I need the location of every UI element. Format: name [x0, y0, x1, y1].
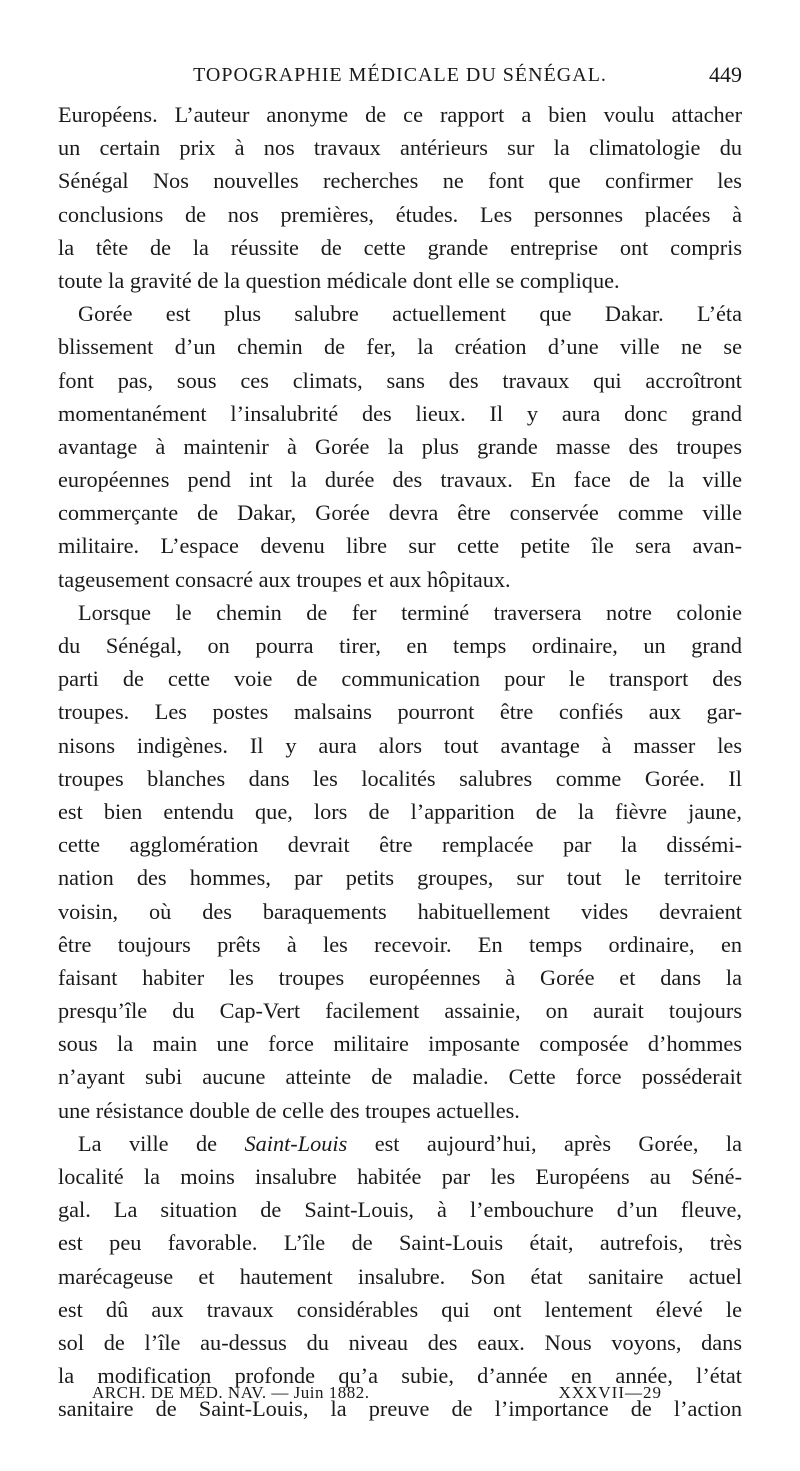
- text-line: [58, 895, 742, 928]
- text-line: [58, 463, 742, 496]
- text-run: commerçante de Dakar, Gorée devra être conservée comme ville: [58, 500, 742, 526]
- text-line: [58, 596, 742, 629]
- text-run: font pas, sous ces climats, sans des travaux qui accroîtront: [58, 367, 742, 393]
- text-line: [58, 1160, 742, 1193]
- text-line: [58, 928, 742, 961]
- text-line: [58, 1226, 742, 1259]
- text-run: avantage à maintenir à Gorée la plus grande masse des troupes: [58, 433, 742, 459]
- text-line: [58, 629, 742, 662]
- text-line: [58, 529, 742, 562]
- text-run: une résistance double de celle des troupes actuelles.: [58, 1097, 520, 1123]
- signature-mark: XXXVII—29: [558, 1383, 662, 1402]
- text-line: [58, 330, 742, 363]
- text-line: [58, 961, 742, 994]
- text-run: troupes. Les postes malsains pourront être confiés aux gar-: [58, 699, 742, 725]
- text-run: est peu favorable. L’île de Saint-Louis était, autrefois, très: [58, 1230, 742, 1256]
- text-run: Gorée est plus salubre actuellement que Dakar. L’éta: [78, 301, 742, 327]
- italic-place-name: Saint-Louis: [244, 1130, 348, 1156]
- text-line: [58, 496, 742, 529]
- text-line: [58, 164, 742, 197]
- text-run: est dû aux travaux considérables qui ont lentement élevé le: [58, 1296, 742, 1322]
- text-line: [58, 397, 742, 430]
- text-run: la tête de la réussite de cette grande entreprise ont compris: [58, 234, 742, 260]
- text-line: [58, 994, 742, 1027]
- text-line: [58, 828, 742, 861]
- page-footer: [92, 1378, 662, 1408]
- text-run: est bien entendu que, lors de l’apparition de la fièvre jaune,: [58, 798, 742, 824]
- text-line: [58, 1060, 742, 1093]
- text-run: Sénégal Nos nouvelles recherches ne font que confirmer les: [58, 168, 742, 194]
- text-line: [58, 861, 742, 894]
- text-line: [58, 729, 742, 762]
- text-run: blissement d’un chemin de fer, la création d’une ville ne se: [58, 334, 742, 360]
- text-line: [58, 563, 742, 596]
- text-run: un certain prix à nos travaux antérieurs sur la climatologie du: [58, 135, 742, 161]
- text-line: [58, 1326, 742, 1359]
- text-run: Européens. L’auteur anonyme de ce rapport a bien voulu attacher: [58, 102, 742, 127]
- text-line: [58, 762, 742, 795]
- text-run: gal. La situation de Saint-Louis, à l’embouchure d’un fleuve,: [58, 1197, 742, 1223]
- text-line: [58, 131, 742, 164]
- text-run: Lorsque le chemin de fer terminé traversera notre colonie: [78, 599, 742, 625]
- text-run: La ville de: [78, 1130, 245, 1156]
- text-run: nation des hommes, par petits groupes, sur tout le territoire: [58, 865, 742, 891]
- text-run: cette agglomération devrait être remplacée par la dissémi-: [58, 832, 742, 858]
- text-run: sous la main une force militaire imposante composée d’hommes: [58, 1031, 742, 1057]
- text-line: [58, 430, 742, 463]
- text-run: sol de l’île au-dessus du niveau des eaux. Nous voyons, dans: [58, 1329, 742, 1355]
- text-run: n’ayant subi aucune atteinte de maladie. Cette force posséderait: [58, 1064, 742, 1090]
- text-run: conclusions de nos premières, études. Les personnes placées à: [58, 201, 742, 227]
- text-line: [58, 1293, 742, 1326]
- text-run: voisin, où des baraquements habituellement vides devraient: [58, 898, 742, 924]
- text-run: européennes pend int la durée des travaux. En face de la ville: [58, 467, 742, 493]
- text-line: [58, 198, 742, 231]
- page-number: 449: [709, 62, 742, 87]
- text-run: militaire. L’espace devenu libre sur cette petite île sera avan-: [58, 533, 742, 559]
- text-line: [58, 297, 742, 330]
- text-run: momentanément l’insalubrité des lieux. Il y aura donc grand: [58, 400, 742, 426]
- text-line: [58, 231, 742, 264]
- text-line: [58, 795, 742, 828]
- text-run: marécageuse et hautement insalubre. Son état sanitaire actuel: [58, 1263, 742, 1289]
- text-line: [58, 98, 742, 131]
- text-run: la modification profonde qu’a subie, d’année en année, l’état: [58, 1363, 742, 1389]
- text-run: est aujourd’hui, après Gorée, la: [347, 1130, 742, 1156]
- text-line: [58, 1027, 742, 1060]
- text-run: être toujours prêts à les recevoir. En temps ordinaire, en: [58, 931, 742, 957]
- text-run: localité la moins insalubre habitée par les Européens au Séné-: [58, 1164, 742, 1189]
- text-run: du Sénégal, on pourra tirer, en temps ordinaire, un grand: [58, 633, 742, 658]
- text-line: [58, 1127, 742, 1160]
- text-line: [58, 662, 742, 695]
- text-run: tageusement consacré aux troupes et aux hôpitaux.: [58, 566, 511, 592]
- text-line: [58, 364, 742, 397]
- text-run: parti de cette voie de communication pour le transport des: [58, 666, 742, 692]
- text-run: sanitaire de Saint-Louis, la preuve de l’importance de l’action: [58, 1396, 742, 1422]
- text-run: nisons indigènes. Il y aura alors tout avantage à masser les: [58, 732, 742, 758]
- body-text: [58, 98, 742, 1426]
- text-run: faisant habiter les troupes européennes à Gorée et dans la: [58, 964, 742, 990]
- text-run: troupes blanches dans les localités salubres comme Gorée. Il: [58, 765, 742, 791]
- page-header: [58, 58, 742, 92]
- text-run: toute la gravité de la question médicale dont elle se complique.: [58, 267, 620, 293]
- text-line: [58, 1193, 742, 1226]
- journal-citation: ARCH. DE MÉD. NAV. — Juin 1882.: [92, 1383, 370, 1402]
- text-run: presqu’île du Cap-Vert facilement assainie, on aurait toujours: [58, 998, 742, 1024]
- text-line: [58, 695, 742, 728]
- text-line: [58, 264, 742, 297]
- running-title: TOPOGRAPHIE MÉDICALE DU SÉNÉGAL.: [193, 64, 607, 86]
- text-line: [58, 1260, 742, 1293]
- text-line: [58, 1094, 742, 1127]
